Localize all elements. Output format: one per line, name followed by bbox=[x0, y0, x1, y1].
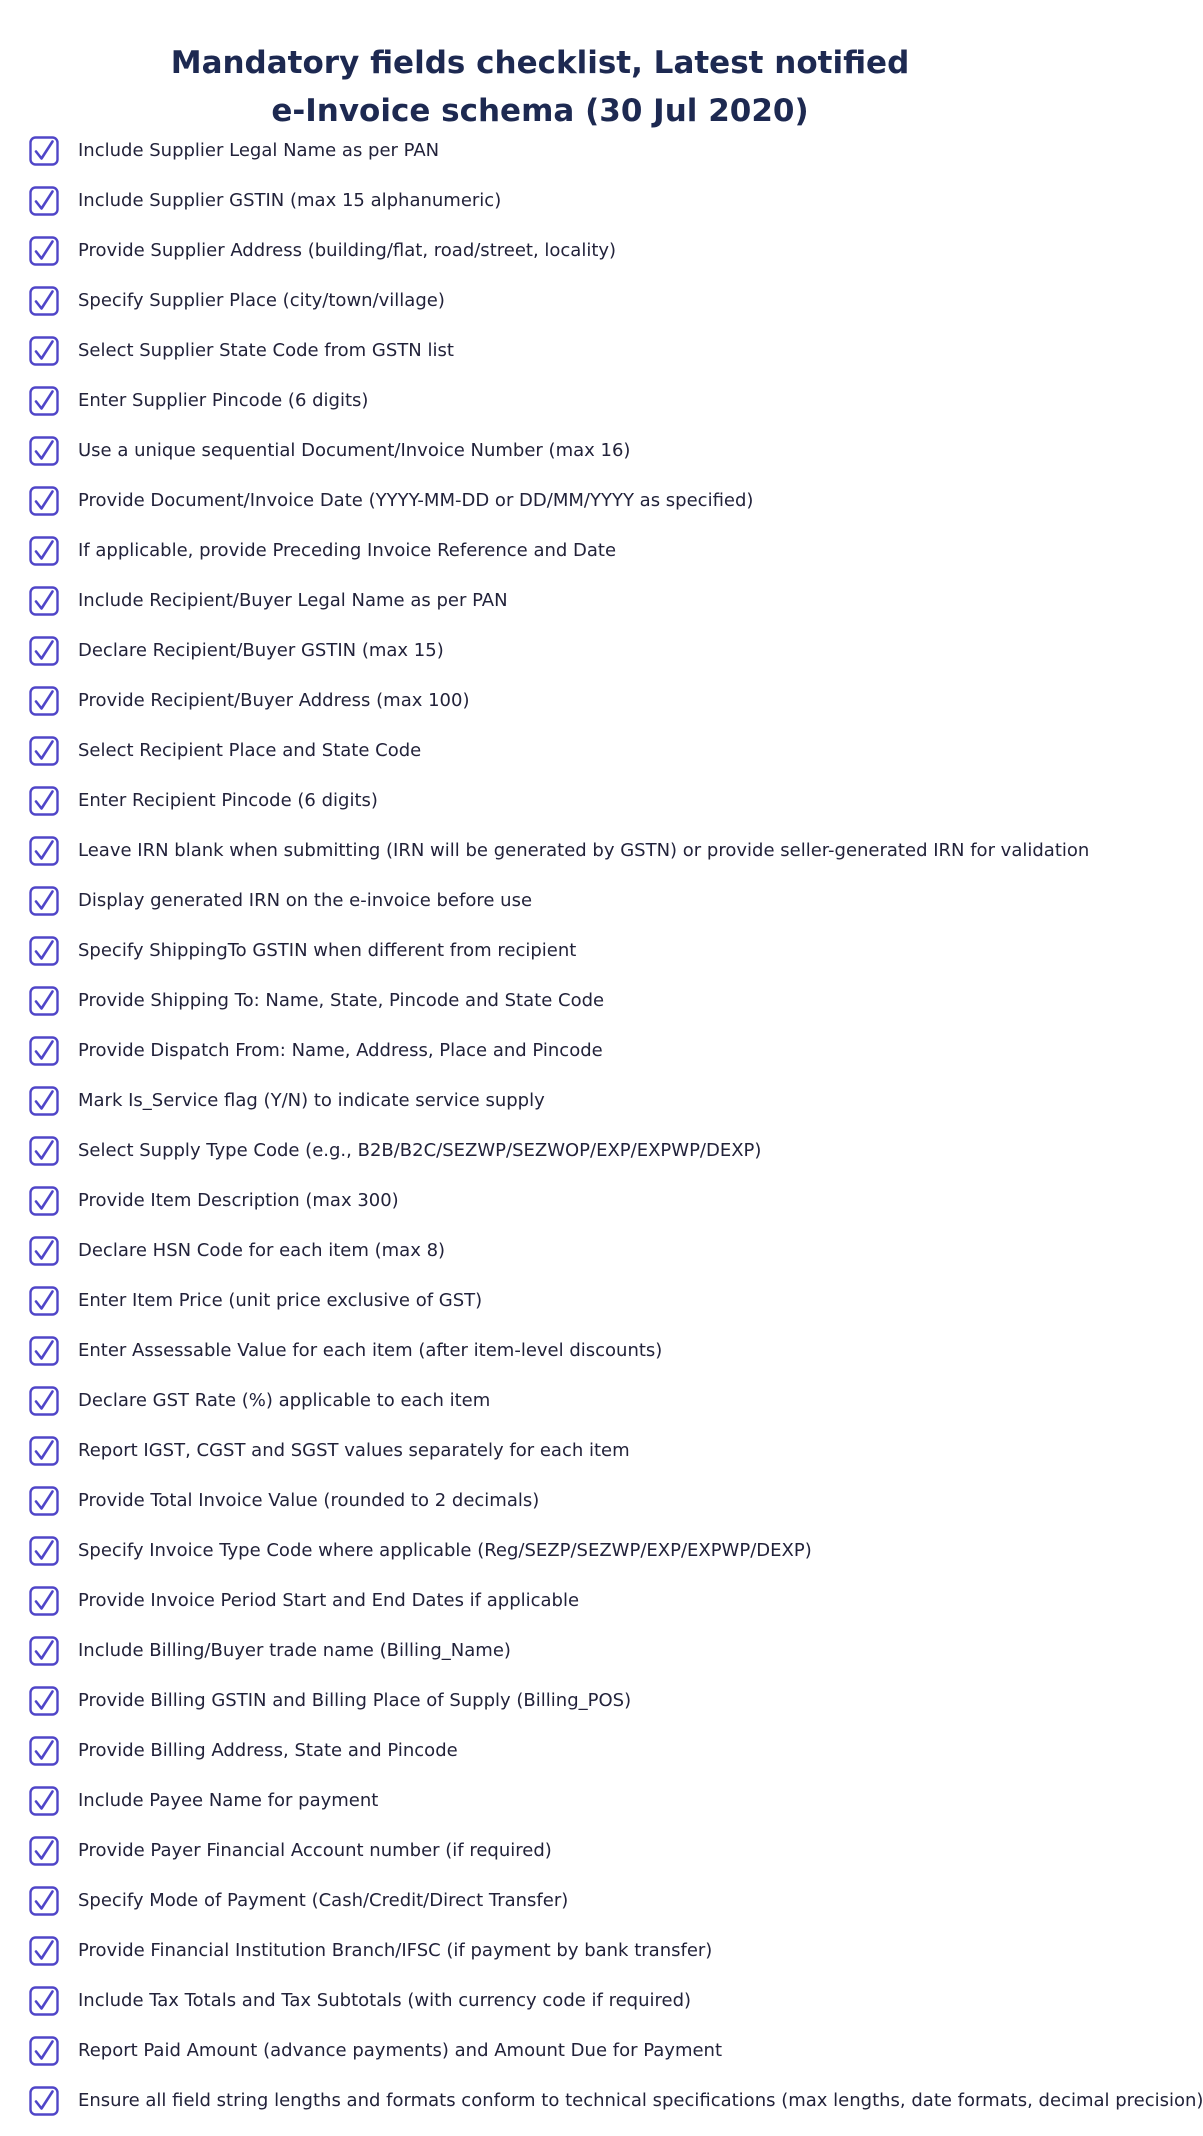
checked-checkbox-icon[interactable] bbox=[29, 236, 59, 266]
checklist-item bbox=[0, 1676, 1080, 1726]
checklist-item bbox=[0, 376, 1080, 426]
checked-checkbox-icon[interactable] bbox=[29, 1636, 59, 1666]
checklist-item-label: Select Recipient Place and State Code bbox=[78, 740, 422, 761]
checklist-item bbox=[0, 576, 1080, 626]
checked-checkbox-icon[interactable] bbox=[29, 1436, 59, 1466]
checked-checkbox-icon[interactable] bbox=[29, 1886, 59, 1916]
checklist-item-label: Provide Financial Institution Branch/IFSC (if payment by bank transfer) bbox=[78, 1940, 713, 1961]
checklist-item-label: Display generated IRN on the e-invoice before use bbox=[78, 890, 533, 911]
page-title-line-1: Mandatory fields checklist, Latest notified bbox=[170, 44, 910, 81]
checklist-item-label: Leave IRN blank when submitting (IRN will be generated by GSTN) or provide seller-generated IRN for validation bbox=[78, 840, 1090, 861]
checklist-item bbox=[0, 1576, 1080, 1626]
checklist-item-label: Provide Billing Address, State and Pincode bbox=[78, 1740, 458, 1761]
checklist-item bbox=[0, 1926, 1080, 1976]
checklist-item-label: Include Supplier GSTIN (max 15 alphanumeric) bbox=[78, 190, 502, 211]
checked-checkbox-icon[interactable] bbox=[29, 386, 59, 416]
checklist-item bbox=[0, 976, 1080, 1026]
checklist-item bbox=[0, 1626, 1080, 1676]
checked-checkbox-icon[interactable] bbox=[29, 686, 59, 716]
checked-checkbox-icon[interactable] bbox=[29, 336, 59, 366]
checklist-item-label: Enter Assessable Value for each item (after item-level discounts) bbox=[78, 1340, 663, 1361]
checked-checkbox-icon[interactable] bbox=[29, 1286, 59, 1316]
checklist-item bbox=[0, 926, 1080, 976]
checked-checkbox-icon[interactable] bbox=[29, 836, 59, 866]
checklist-item bbox=[0, 676, 1080, 726]
checklist-item bbox=[0, 1726, 1080, 1776]
checked-checkbox-icon[interactable] bbox=[29, 286, 59, 316]
checklist-item bbox=[0, 776, 1080, 826]
checked-checkbox-icon[interactable] bbox=[29, 936, 59, 966]
checklist-item-label: Provide Payer Financial Account number (if required) bbox=[78, 1840, 552, 1861]
checklist-item-label: Select Supplier State Code from GSTN list bbox=[78, 340, 454, 361]
checklist-item bbox=[0, 1126, 1080, 1176]
checklist-item bbox=[0, 1776, 1080, 1826]
checklist-item-label: Report IGST, CGST and SGST values separately for each item bbox=[78, 1440, 630, 1461]
checked-checkbox-icon[interactable] bbox=[29, 786, 59, 816]
checklist-item bbox=[0, 626, 1080, 676]
checklist-item bbox=[0, 526, 1080, 576]
checklist-item-label: Select Supply Type Code (e.g., B2B/B2C/SEZWP/SEZWOP/EXP/EXPWP/DEXP) bbox=[78, 1140, 762, 1161]
checked-checkbox-icon[interactable] bbox=[29, 1186, 59, 1216]
checked-checkbox-icon[interactable] bbox=[29, 2036, 59, 2066]
checked-checkbox-icon[interactable] bbox=[29, 1586, 59, 1616]
checklist-item bbox=[0, 2076, 1203, 2126]
checklist-item-label: If applicable, provide Preceding Invoice Reference and Date bbox=[78, 540, 617, 561]
page-title bbox=[0, 39, 1080, 135]
checklist-item-label: Include Supplier Legal Name as per PAN bbox=[78, 140, 440, 161]
checklist-item-label: Include Payee Name for payment bbox=[78, 1790, 379, 1811]
checklist-item-label: Specify Invoice Type Code where applicable (Reg/SEZP/SEZWP/EXP/EXPWP/DEXP) bbox=[78, 1540, 812, 1561]
checked-checkbox-icon[interactable] bbox=[29, 636, 59, 666]
checklist-item-label: Enter Item Price (unit price exclusive of GST) bbox=[78, 1290, 483, 1311]
checklist-item-label: Provide Total Invoice Value (rounded to 2 decimals) bbox=[78, 1490, 540, 1511]
checklist-item bbox=[0, 1426, 1080, 1476]
checklist-item-label: Provide Supplier Address (building/flat, road/street, locality) bbox=[78, 240, 617, 261]
checklist-item bbox=[0, 226, 1080, 276]
checklist-item bbox=[0, 1976, 1080, 2026]
checklist-item-label: Include Recipient/Buyer Legal Name as per PAN bbox=[78, 590, 508, 611]
checklist-item-label: Specify Mode of Payment (Cash/Credit/Direct Transfer) bbox=[78, 1890, 569, 1911]
checked-checkbox-icon[interactable] bbox=[29, 436, 59, 466]
checklist-item-label: Provide Dispatch From: Name, Address, Place and Pincode bbox=[78, 1040, 603, 1061]
checked-checkbox-icon[interactable] bbox=[29, 1236, 59, 1266]
checked-checkbox-icon[interactable] bbox=[29, 2086, 59, 2116]
checklist-item bbox=[0, 1326, 1080, 1376]
checklist-item-label: Declare HSN Code for each item (max 8) bbox=[78, 1240, 446, 1261]
page-title-line-2: e-Invoice schema (30 Jul 2020) bbox=[271, 92, 809, 129]
checked-checkbox-icon[interactable] bbox=[29, 1386, 59, 1416]
checklist-item-label: Provide Item Description (max 300) bbox=[78, 1190, 399, 1211]
checklist-item bbox=[0, 476, 1080, 526]
checklist-item bbox=[0, 1276, 1080, 1326]
checked-checkbox-icon[interactable] bbox=[29, 586, 59, 616]
checklist-item bbox=[0, 1176, 1080, 1226]
checklist-item bbox=[0, 1026, 1080, 1076]
checklist-item bbox=[0, 1226, 1080, 1276]
checklist-item bbox=[0, 726, 1080, 776]
checklist-item bbox=[0, 1376, 1080, 1426]
checked-checkbox-icon[interactable] bbox=[29, 736, 59, 766]
checked-checkbox-icon[interactable] bbox=[29, 1536, 59, 1566]
checked-checkbox-icon[interactable] bbox=[29, 1836, 59, 1866]
checked-checkbox-icon[interactable] bbox=[29, 536, 59, 566]
checked-checkbox-icon[interactable] bbox=[29, 1936, 59, 1966]
checklist-item bbox=[0, 276, 1080, 326]
checked-checkbox-icon[interactable] bbox=[29, 1786, 59, 1816]
checklist-item-label: Ensure all field string lengths and formats conform to technical specifications (max lengths, date formats, decimal precision) bbox=[78, 2090, 1203, 2111]
checked-checkbox-icon[interactable] bbox=[29, 1336, 59, 1366]
checklist-item-label: Mark Is_Service flag (Y/N) to indicate service supply bbox=[78, 1090, 545, 1111]
checklist-item-label: Include Tax Totals and Tax Subtotals (with currency code if required) bbox=[78, 1990, 692, 2011]
checklist-item bbox=[0, 1826, 1080, 1876]
checklist-item-label: Include Billing/Buyer trade name (Billing_Name) bbox=[78, 1640, 511, 1661]
checklist-item-label: Declare Recipient/Buyer GSTIN (max 15) bbox=[78, 640, 444, 661]
checklist-item bbox=[0, 176, 1080, 226]
checklist-item-label: Provide Recipient/Buyer Address (max 100) bbox=[78, 690, 470, 711]
checklist-item-label: Provide Invoice Period Start and End Dates if applicable bbox=[78, 1590, 580, 1611]
checklist-item-label: Specify ShippingTo GSTIN when different from recipient bbox=[78, 940, 577, 961]
checked-checkbox-icon[interactable] bbox=[29, 1486, 59, 1516]
checklist-item bbox=[0, 826, 1090, 876]
checked-checkbox-icon[interactable] bbox=[29, 486, 59, 516]
checklist-item bbox=[0, 876, 1080, 926]
checked-checkbox-icon[interactable] bbox=[29, 1136, 59, 1166]
checklist-item bbox=[0, 1476, 1080, 1526]
checked-checkbox-icon[interactable] bbox=[29, 886, 59, 916]
checklist-item bbox=[0, 426, 1080, 476]
checked-checkbox-icon[interactable] bbox=[29, 986, 59, 1016]
checked-checkbox-icon[interactable] bbox=[29, 1986, 59, 2016]
checklist-item bbox=[0, 1526, 1080, 1576]
checked-checkbox-icon[interactable] bbox=[29, 1736, 59, 1766]
checklist bbox=[0, 126, 1203, 2126]
checklist-item-label: Enter Supplier Pincode (6 digits) bbox=[78, 390, 369, 411]
checklist-item-label: Enter Recipient Pincode (6 digits) bbox=[78, 790, 378, 811]
checklist-item bbox=[0, 1876, 1080, 1926]
checklist-item-label: Provide Document/Invoice Date (YYYY-MM-DD or DD/MM/YYYY as specified) bbox=[78, 490, 754, 511]
checklist-item-label: Report Paid Amount (advance payments) and Amount Due for Payment bbox=[78, 2040, 723, 2061]
checked-checkbox-icon[interactable] bbox=[29, 1086, 59, 1116]
checklist-item-label: Specify Supplier Place (city/town/village) bbox=[78, 290, 445, 311]
checked-checkbox-icon[interactable] bbox=[29, 1686, 59, 1716]
checklist-item bbox=[0, 126, 1080, 176]
checklist-item-label: Provide Billing GSTIN and Billing Place of Supply (Billing_POS) bbox=[78, 1690, 632, 1711]
checklist-item bbox=[0, 326, 1080, 376]
checklist-item-label: Use a unique sequential Document/Invoice Number (max 16) bbox=[78, 440, 631, 461]
checked-checkbox-icon[interactable] bbox=[29, 1036, 59, 1066]
checklist-item bbox=[0, 2026, 1080, 2076]
checked-checkbox-icon[interactable] bbox=[29, 136, 59, 166]
checklist-item-label: Declare GST Rate (%) applicable to each item bbox=[78, 1390, 491, 1411]
checked-checkbox-icon[interactable] bbox=[29, 186, 59, 216]
checklist-item bbox=[0, 1076, 1080, 1126]
checklist-item-label: Provide Shipping To: Name, State, Pincode and State Code bbox=[78, 990, 605, 1011]
